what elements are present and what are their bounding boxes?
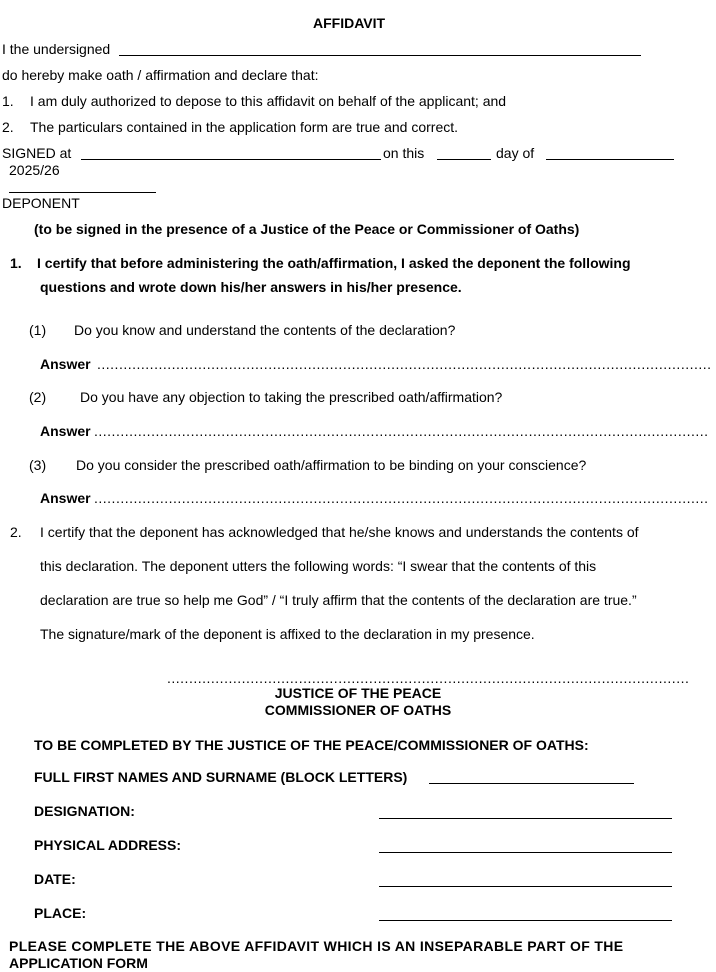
designation-field[interactable] xyxy=(379,818,672,819)
presence-note: (to be signed in the presence of a Justice of the Peace or Commissioner of Oaths) xyxy=(34,221,580,237)
commissioner-title: COMMISSIONER OF OATHS xyxy=(264,702,452,718)
signed-place-field[interactable] xyxy=(81,159,381,160)
place-label: PLACE: xyxy=(34,905,87,921)
answer-1-field[interactable]: ............................................................................................................................................ xyxy=(97,356,712,372)
designation-label: DESIGNATION: xyxy=(34,803,135,819)
date-field[interactable] xyxy=(379,886,672,887)
undersigned-name-field[interactable] xyxy=(119,55,641,56)
certify-2-line-3: declaration are true so help me God” / “I truly affirm that the contents of the declaration are true.” xyxy=(40,592,637,608)
justice-signature-field[interactable]: ....................................................................................................................... xyxy=(167,670,690,686)
answer-3-field[interactable]: ............................................................................................................................................ xyxy=(94,490,709,506)
answer-2-field[interactable]: ............................................................................................................................................ xyxy=(94,423,709,439)
answer-1-label: Answer xyxy=(40,356,91,372)
date-label: DATE: xyxy=(34,871,76,887)
footer-line-2: APPLICATION FORM xyxy=(9,955,148,971)
intro-item-1-number: 1. xyxy=(2,93,14,109)
deponent-signature-field[interactable] xyxy=(9,192,156,193)
deponent-label: DEPONENT xyxy=(2,195,80,211)
full-names-field[interactable] xyxy=(429,783,634,784)
question-3-text: Do you consider the prescribed oath/affirmation to be binding on your conscience? xyxy=(76,457,587,473)
physical-address-field[interactable] xyxy=(379,852,672,853)
signed-month-field[interactable] xyxy=(546,159,674,160)
certify-1-line-2: questions and wrote down his/her answers in his/her presence. xyxy=(40,279,462,295)
question-2-text: Do you have any objection to taking the prescribed oath/affirmation? xyxy=(80,389,503,405)
undersigned-label: I the undersigned xyxy=(2,41,111,57)
intro-item-2: The particulars contained in the application form are true and correct. xyxy=(30,119,459,135)
question-1-number: (1) xyxy=(29,322,47,338)
certify-2-line-1: I certify that the deponent has acknowledged that he/she knows and understands the contents of xyxy=(40,524,639,540)
signed-day-field[interactable] xyxy=(437,159,491,160)
answer-2-label: Answer xyxy=(40,423,91,439)
certify-1-number: 1. xyxy=(10,255,22,271)
declaration-text: do hereby make oath / affirmation and declare that: xyxy=(2,67,319,83)
justice-title: JUSTICE OF THE PEACE xyxy=(274,685,442,701)
footer-line-1: PLEASE COMPLETE THE ABOVE AFFIDAVIT WHICH IS AN INSEPARABLE PART OF THE xyxy=(9,938,624,954)
certify-2-line-4: The signature/mark of the deponent is affixed to the declaration in my presence. xyxy=(40,626,535,642)
day-of-label: day of xyxy=(496,145,535,161)
question-3-number: (3) xyxy=(29,457,47,473)
page-title: AFFIDAVIT xyxy=(313,15,386,31)
certify-1-line-1: I certify that before administering the oath/affirmation, I asked the deponent the following xyxy=(37,255,631,271)
question-1-text: Do you know and understand the contents of the declaration? xyxy=(74,322,456,338)
certify-2-number: 2. xyxy=(10,524,22,540)
intro-item-1: I am duly authorized to depose to this affidavit on behalf of the applicant; and xyxy=(30,93,507,109)
question-2-number: (2) xyxy=(29,389,47,405)
place-field[interactable] xyxy=(379,920,672,921)
year-text: 2025/26 xyxy=(9,162,60,178)
certify-2-line-2: this declaration. The deponent utters the following words: “I swear that the contents of this xyxy=(40,558,597,574)
signed-at-label: SIGNED at xyxy=(2,145,72,161)
completion-heading: TO BE COMPLETED BY THE JUSTICE OF THE PEACE/COMMISSIONER OF OATHS: xyxy=(34,737,589,753)
on-this-label: on this xyxy=(383,145,425,161)
physical-address-label: PHYSICAL ADDRESS: xyxy=(34,837,182,853)
full-names-label: FULL FIRST NAMES AND SURNAME (BLOCK LETTERS) xyxy=(34,769,408,785)
answer-3-label: Answer xyxy=(40,490,91,506)
intro-item-2-number: 2. xyxy=(2,119,14,135)
